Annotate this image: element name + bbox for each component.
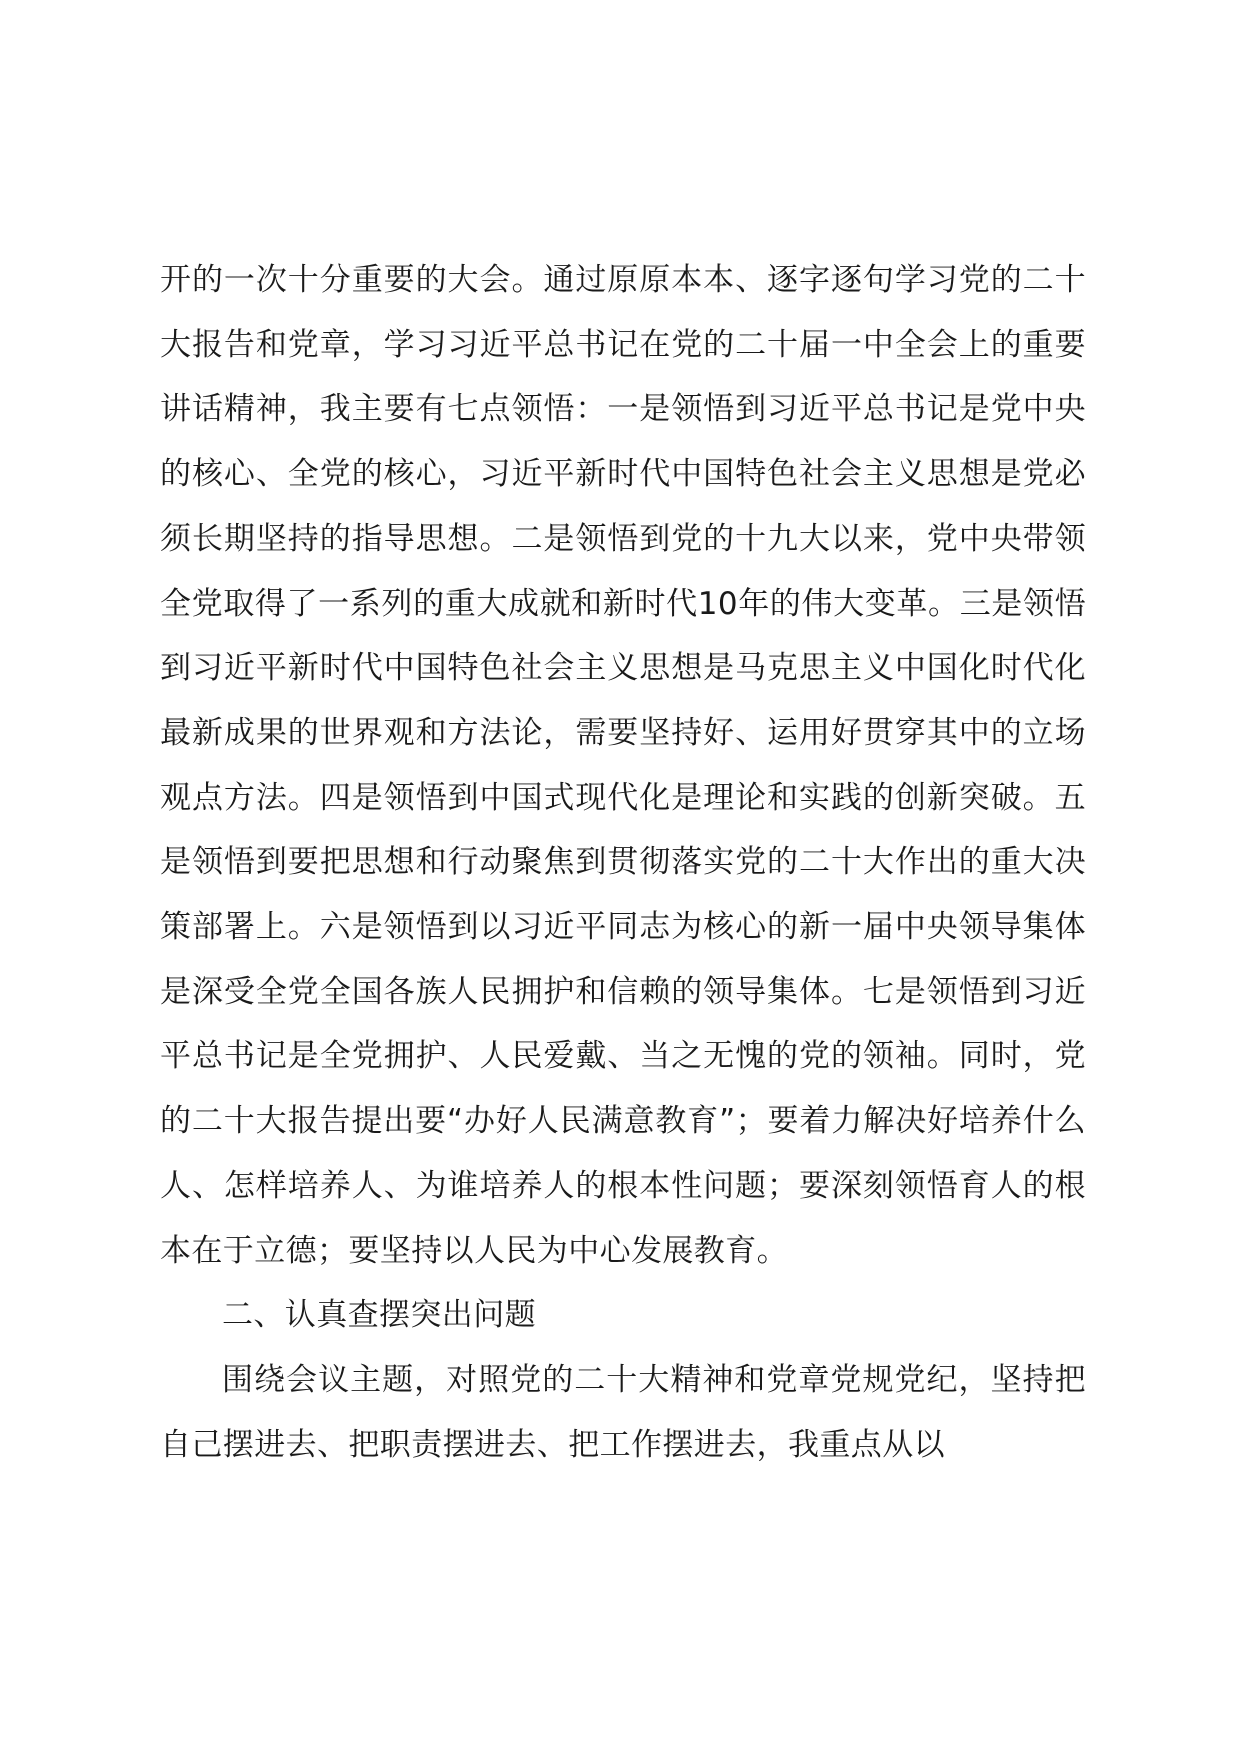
- document-body: [160, 248, 1086, 1477]
- body-paragraph: 围绕会议主题，对照党的二十大精神和党章党规党纪，坚持把自己摆进去、把职责摆进去、把工作摆进去，我重点从以: [160, 1361, 1086, 1463]
- section-heading: 二、认真查摆突出问题: [222, 1297, 536, 1334]
- body-paragraph: 开的一次十分重要的大会。通过原原本本、逐字逐句学习党的二十大报告和党章，学习习近平总书记在党的二十届一中全会上的重要讲话精神，我主要有七点领悟：一是领悟到习近平总书记是党中央的核心、全党的核心，习近平新时代中国特色社会主义思想是党必须长期坚持的指导思想。二是领悟到党的十九大以来，党中央带领全党取得了一系列的重大成就和新时代10年的伟大变革。三是领悟到习近平新时代中国特色社会主义思想是马克思主义中国化时代化最新成果的世界观和方法论，需要坚持好、运用好贯穿其中的立场观点方法。四是领悟到中国式现代化是理论和实践的创新突破。五是领悟到要把思想和行动聚焦到贯彻落实党的二十大作出的重大决策部署上。六是领悟到以习近平同志为核心的新一届中央领导集体是深受全党全国各族人民拥护和信赖的领导集体。七是领悟到习近平总书记是全党拥护、人民爱戴、当之无愧的党的领袖。同时，党的二十大报告提出要“办好人民满意教育”；要着力解决好培养什么人、怎样培养人、为谁培养人的根本性问题；要深刻领悟育人的根本在于立德；要坚持以人民为中心发展教育。: [160, 262, 1086, 1269]
